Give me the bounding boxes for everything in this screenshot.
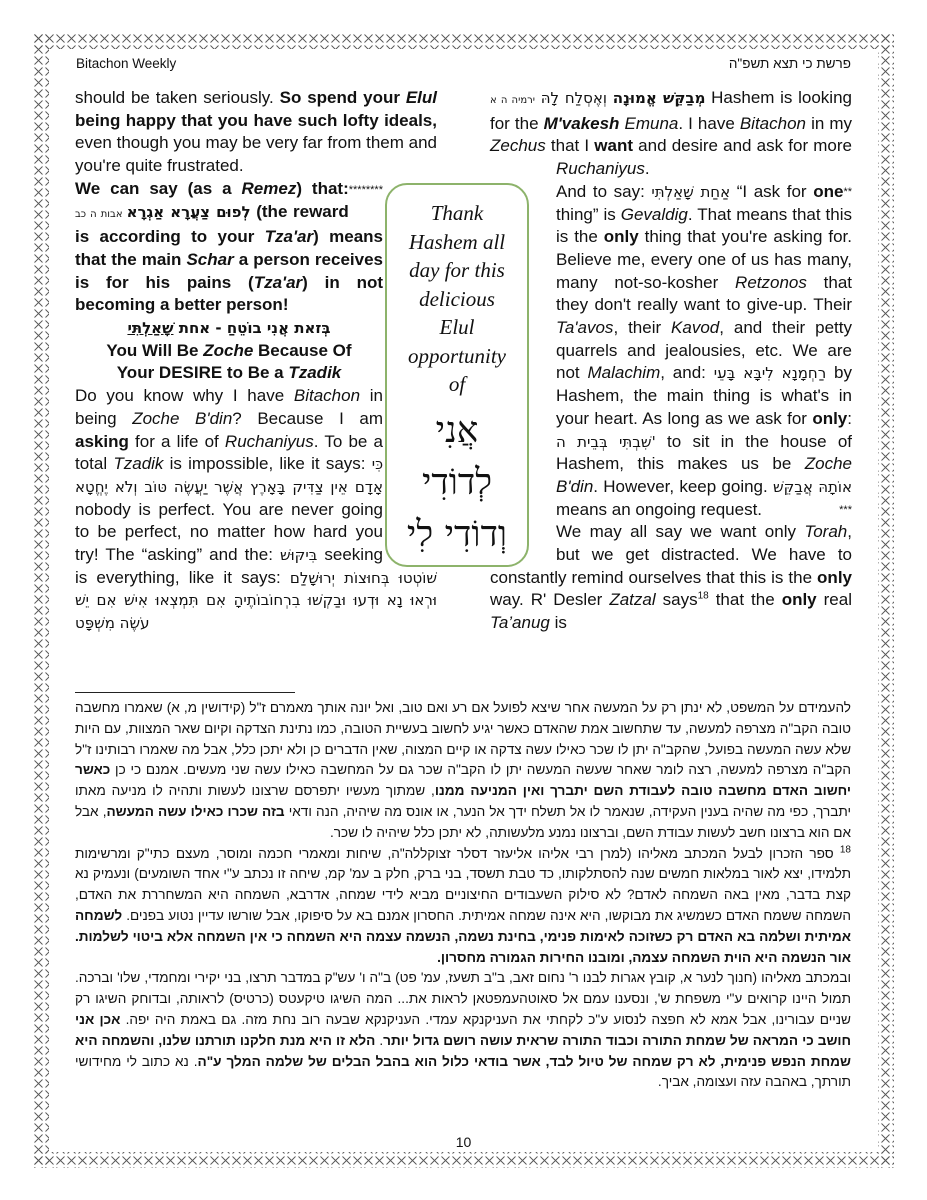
text-run: seeking is everything, like it says:	[75, 545, 383, 587]
bold-text: You Will Be	[106, 340, 204, 360]
text-run: and desire and ask for more	[633, 136, 852, 156]
hebrew-quote: שׁוֹטְטוּ בְּחוּצוֹת יְרוּשָׁלִַם וּרְאוּ נָא וּדְעוּ וּבַקְשׁוּ בִרְחוֹבוֹתֶיהָ אִם תִּמְצְאוּ אִישׁ אִם יֵשׁ עֹשֶׂה מִשְׁפָּט	[75, 568, 437, 633]
text-run: in my	[806, 113, 853, 133]
bold-italic-term: Tzadik	[288, 363, 342, 383]
hebrew-quote: בִּיקּוּשׁ	[279, 546, 318, 565]
callout-line: of	[448, 372, 466, 396]
bold-text: So spend your	[279, 88, 406, 107]
text-run: that I	[545, 136, 595, 156]
hebrew-quote-bold: בְּזאת אֲנִי בוֹטֵחַ - אחת	[173, 319, 331, 338]
hebrew-quote-bold: מְבַקֵּשׁ אֱמוּנָה	[612, 89, 706, 107]
callout-english	[387, 199, 527, 399]
callout-line: opportunity	[408, 343, 506, 368]
footnote-marker: 18	[839, 844, 851, 856]
footnote-separator	[75, 692, 295, 693]
text-run: . I have	[678, 113, 740, 133]
bold-text: one	[813, 181, 844, 201]
italic-term: Ruchaniyus	[556, 159, 645, 179]
hebrew-quote: אוֹתָהּ אֲבַקֵּשׁ	[772, 477, 852, 496]
border-right	[878, 33, 894, 1168]
bold-text: We can say (as a	[75, 178, 242, 198]
border-left	[33, 33, 49, 1168]
text-run: thing that you're asking for. Believe me, every one of us has many, many not-so-kosher	[556, 227, 852, 292]
italic-term: Kavod	[671, 318, 720, 338]
text-run: should be taken seriously.	[75, 88, 280, 107]
hebrew-quote: , שמתוך מעשיו יתפרסם שרצונו לעשות ותהיה לו מניעה מאתו יתברך, כפי מה שהיה בענין העקידה, שנאמר לו אל תשלח ידך אל הנער, או אונס מה שיהיה, הנה ודאי	[75, 783, 852, 819]
text-run: way. R' Desler	[490, 590, 610, 610]
bold-text: asking	[75, 431, 129, 451]
section-separator: ********	[348, 184, 383, 196]
italic-term: Gevaldig	[620, 204, 688, 224]
italic-term: Zechus	[490, 136, 546, 156]
hebrew-quote: כִּי אָדָם אֵין צַדִּיק בָּאָרֶץ אֲשֶׁר יַעֲשֶׂה טּוֹב וְלֹא יֶחֱטָא	[75, 455, 384, 496]
page-number: 10	[455, 1134, 472, 1150]
hebrew-quote: .	[375, 1032, 384, 1048]
bold-text: ) that:	[296, 178, 349, 198]
text-run: We may all say we want only	[556, 522, 805, 542]
text-run: .	[644, 159, 650, 179]
bold-italic-term: Elul	[405, 88, 438, 107]
section-separator: ***	[839, 503, 852, 516]
text-run: says	[655, 590, 698, 610]
bold-text: only	[781, 590, 817, 610]
text-run: ? Because I am	[232, 408, 383, 428]
text-run: is	[549, 613, 567, 633]
right-column	[490, 87, 852, 635]
text-run: that they don't really want to give-up. Their	[556, 272, 852, 315]
text-run: real	[816, 590, 852, 610]
bold-italic-term: Zoche	[203, 340, 254, 360]
parsha-title: פרשת כי תצא תשפ"ה	[728, 56, 851, 71]
bold-text: want	[594, 136, 634, 156]
paragraph	[75, 385, 437, 635]
hebrew-quote-bold: בזה שכרו כאילו עשה המעשה	[106, 803, 285, 819]
italic-term: Bitachon	[293, 386, 361, 406]
text-run: And to say:	[556, 181, 652, 201]
text-run: that the	[708, 590, 782, 610]
hebrew-quote: וְאֶסְלַח לָהּ	[535, 89, 613, 107]
hebrew-underlined: שָׁאַלְתִּי	[127, 319, 174, 338]
publication-title: Bitachon Weekly	[76, 56, 177, 71]
hebrew-quote-bold: אכן אני חושב כי המראה של שמחת התורה וכבוד התורה שראית עושה רושם גדול יותר	[75, 1011, 852, 1048]
hebrew-quote: . נא כתוב לי מחידושי תורתך, באהבה עזה ועצומה, אביך.	[75, 1053, 851, 1090]
callout-line: Elul	[439, 315, 475, 339]
bold-text: being happy that you have such lofty ideals,	[75, 110, 437, 130]
text-run: in being	[75, 386, 383, 428]
text-run: nobody is perfect. You are never going to be perfect, no matter how hard you try! The “asking” and the:	[75, 499, 383, 565]
bold-text: Your DESIRE to Be a	[116, 363, 289, 383]
italic-term: Ta'avos	[556, 318, 614, 338]
footnote-18-continued	[75, 968, 851, 1093]
text-run: is impossible, like it says:	[163, 454, 372, 474]
text-run: means an ongoing request.	[556, 499, 763, 519]
italic-term: Bitachon	[739, 113, 807, 133]
italic-term: Malachim	[587, 363, 661, 383]
hebrew-quote-bold: לשמחה אמיתית ושלמה בא האדם רק כשזוכה לאימות פנימי, בחינת נשמה, הנשמה עצמה היא השמחה כי אין השמחה אלא ביטוי לשלמות. אור הנשמה היא הוית השמחה עצמה, ומובנו החירות הגמורה מחסרון.	[75, 907, 851, 965]
text-run: by Hashem, the main thing is what's in your heart. As long as we ask for	[556, 363, 852, 428]
hebrew-quote: אַחַת שָׁאַלְתִּי	[651, 182, 731, 201]
callout-hebrew-line: לְדוֹדִי	[421, 461, 493, 503]
italic-term: Zatzal	[609, 590, 656, 610]
footnote-marker: 18	[697, 590, 709, 602]
source-reference: אבות ה כב	[75, 208, 127, 220]
hebrew-quote: , אבל אם הוא ברצונו חשב לעשות עבודת השם, וברצונו נמנע מלעשותה, לא יתכן כלל שיהיה לו שכר.	[75, 803, 851, 840]
bold-italic-term: Schar	[186, 249, 234, 269]
text-run: . That means that this is the	[556, 204, 852, 247]
text-run: , their	[613, 318, 672, 338]
text-run: . To be a total	[75, 431, 383, 474]
callout-line: Thank	[430, 201, 484, 225]
text-run: . However, keep going.	[593, 476, 773, 496]
bold-text: a person receives is for his pains (	[75, 249, 384, 292]
text-run: “I ask for	[730, 181, 814, 201]
bold-text: (the reward is according to your	[75, 201, 349, 247]
callout-line: day for this	[409, 258, 505, 282]
italic-term: Zoche B'din	[132, 408, 233, 428]
italic-term: Torah	[804, 522, 848, 542]
text-run: thing” is	[556, 204, 621, 224]
hebrew-quote: רַחְמָנָא לִיבָּא בָּעֵי	[713, 364, 827, 383]
bold-text: ) in not becoming a better person!	[75, 272, 383, 315]
left-column	[75, 87, 437, 635]
text-run: Do you know why I have	[75, 386, 294, 406]
bold-text: only	[817, 567, 852, 587]
italic-term: Tzadik	[113, 454, 164, 474]
italic-term: Emuna	[619, 113, 679, 133]
callout-box	[385, 183, 529, 567]
footnotes	[75, 698, 851, 1093]
text-run: , but we get distracted. We have to constantly remind ourselves that this is the	[490, 522, 852, 587]
text-run: , and their petty quarrels and jealousies, etc. We are not	[556, 318, 852, 383]
text-run: :	[847, 408, 852, 428]
footnote-continued	[75, 698, 851, 844]
bold-italic-term: Tza'ar	[253, 272, 303, 292]
hebrew-quote: להעמידם על המשפט, לא ינתן רק על המעשה אחר שיצא לפועל אם רע ואם טוב, ואל יונה אותך מאמרם ז"ל (קידושין מ, א) שאמרו מחשבה טובה הקב"ה מצרפה למעשה, עד שתחשוב אמת שהאדם כאשר יגיע לחשוב בעשיית הטובה, כמו נתינת הצדקה וקיום שאר המצוות, עם היות שלא עשה המעשה בפועל, שהקב"ה יתן לו שכר כאילו עשה צדקה או קיים המצוה, שאין הדברים כן ולא יתכן כלל, אבל מה שאמרו רבותינו ז"ל הקב"ה מצרפה למעשה, רצה לומר שאחר שעשה המעשה יתן לו הקב"ה שכר גם על המחשבה כאילו עשה שני מעשים. אמנם כי כן	[75, 700, 851, 778]
hebrew-quote-bold: כאשר יחשוב האדם מחשבה טובה לעבודת השם יתברך ואין המניעה ממנו	[75, 762, 851, 799]
text-run: , and:	[660, 363, 714, 383]
callout-hebrew	[387, 405, 527, 561]
bold-text: only	[603, 227, 639, 247]
footnote-18	[75, 844, 851, 969]
text-run: to sit in the house of Hashem, this makes us be	[556, 431, 852, 474]
text-run: even though you may be very far from them and you're quite frustrated.	[75, 133, 437, 176]
border-bottom	[33, 1152, 894, 1168]
hebrew-quote: שִׁבְתִּי בְּבֵית ה'	[556, 432, 656, 451]
callout-line: Hashem all	[408, 229, 506, 254]
italic-term: Retzonos	[735, 272, 807, 292]
callout-line: delicious	[419, 286, 495, 311]
bold-text: ) means that the main	[75, 227, 383, 269]
bold-italic-term: Remez	[241, 178, 297, 198]
bold-italic-term: M'vakesh	[543, 113, 620, 133]
border-top	[33, 33, 894, 49]
italic-term: Ruchaniyus	[224, 431, 314, 451]
callout-hebrew-line: וְדוֹדִי לִי	[406, 513, 508, 555]
text-run: Hashem is looking for the	[490, 88, 852, 133]
hebrew-quote: ובמכתב מאליהו (חנוך לנער א, קובץ אגרות לבנו ר' נחום זאב, ב"ב תשעז, עמ' פט) ב"ה ו' עש"ק במדבר תרצו, בני יקירי ומחמדי, שלו' וברכה. תמול היינו קרואים ע"י משפחת ש', ונסענו עמם אל סאוטהעמפטאן לראות את... המה השיגו טיקעטס (כרטיס) לראותה, ובדוחק השיגו רק שניים עבורינו, אבל אמא לא חפצה לנסוע ע"כ לקחתי את העניקנקא עמדי. העניקנקא שבעה רוב נחת מזה. גם באמת היה יפה.	[75, 970, 851, 1027]
section-separator: **	[843, 185, 852, 198]
bold-italic-term: Tza'ar	[264, 227, 314, 247]
hebrew-quote: ספר הזכרון לבעל המכתב מאליהו (למרן רבי אליהו אליעזר דסלר זצוקללה"ה, שיחות ומאמרי חכמה ומוסר, מעצם כתי"ק ומרשימות תלמידו, יצא לאור במלאות חמשים שנה להסתלקותו, כד טבת תשסד, בני ברק, חלק ב עמ' קמ, שיחה זו נכתב ע"י אחד השומעים) ונעמיק נא קצת בדבר, מאין באה השמחה לאדם? לא סילוק השעבודים החיצוניים מביא לידי שמחה, אדרבא, השמחה היא המשחררת את האדם, השמחה ששמח האדם כשמשיג את מבוקשו, היא אינה שמחה אמיתית. החסרון אמנם בא על סיפוקו, אבל שורשו עדיין נטוע בפנים.	[75, 845, 851, 923]
bold-text: Because Of	[253, 340, 352, 360]
callout-hebrew-line: אֲנִי	[435, 409, 479, 451]
source-reference: ירמיה ה א	[490, 95, 535, 106]
italic-term: Zoche B'din	[556, 454, 852, 496]
hebrew-quote-bold: לְפוּם צַעֲרָא אַגְרָא	[126, 202, 251, 221]
bold-text: only	[812, 408, 848, 428]
italic-term: Ta’anug	[490, 613, 550, 633]
hebrew-quote-bold: הלא זו היא מנת חלקנו תורתנו שלנו, והשמחה היא שמחת הנפש פנימית, לא רק שמחה של טיול לבד, אשר בודאי כלול הוא בהבל הבלים של שלמה המלך ע"ה	[75, 1032, 851, 1069]
text-run: for a life of	[128, 431, 225, 451]
